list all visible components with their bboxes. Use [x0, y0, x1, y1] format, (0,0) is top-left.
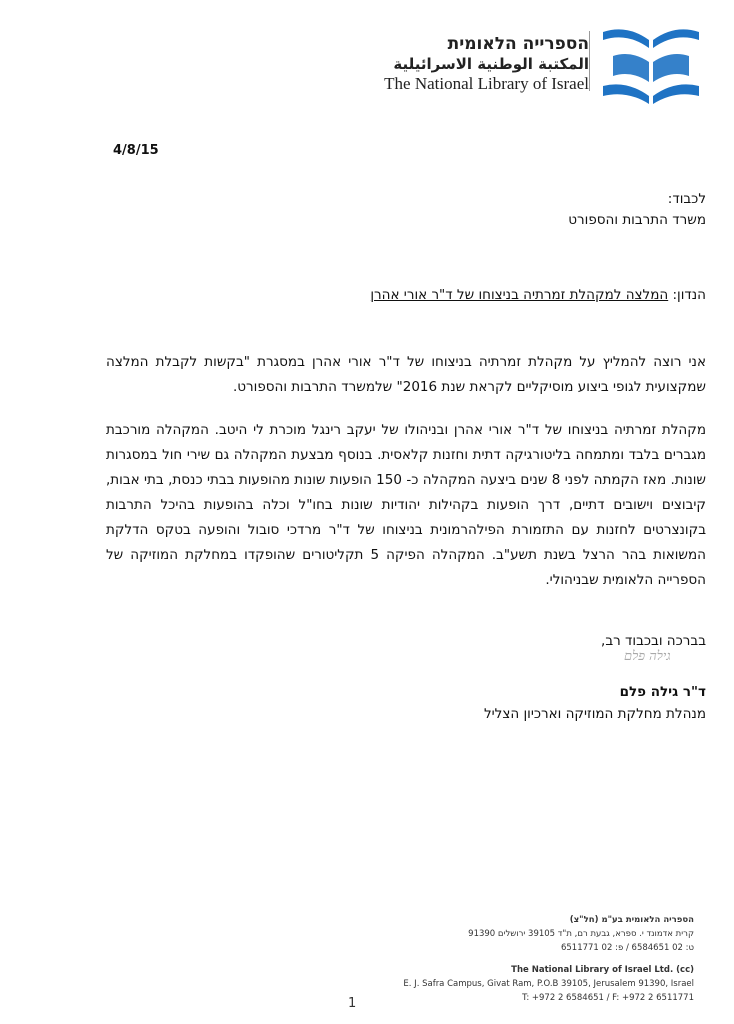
body-paragraph-1: אני רוצה להמליץ על מקהלת זמרתיה בניצוחו של ד"ר אורי אהרן במסגרת "בקשות לקבלת המלצה שמקצועית לגופי ביצוע מוסיקליים לקראת שנת 2016" שלמשרד התרבות והספורט.: [106, 354, 706, 395]
library-name-arabic: المكتبة الوطنية الاسرائيلية: [393, 55, 589, 73]
subject-line: [370, 285, 706, 305]
handwritten-signature: גילה פלם: [624, 649, 671, 664]
subject-text: המלצה למקהלת זמרתיה בניצוחו של ד"ר אורי אהרן: [370, 287, 669, 303]
letterhead-divider: [589, 31, 590, 91]
letter-date: 4/8/15: [113, 143, 159, 158]
footer-hebrew-name: הספריה הלאומית בע"מ (חל"צ): [569, 915, 694, 925]
page-number: 1: [348, 996, 357, 1011]
footer-english-name: The National Library of Israel Ltd. (cc): [511, 965, 694, 975]
letterhead-text: [329, 34, 589, 94]
footer-english-phone: T: +972 2 6584651 / F: +972 2 6511771: [522, 993, 694, 1003]
body-paragraph-2: מקהלת זמרתיה בניצוחו של ד"ר אורי אהרן ובניהולו של יעקב רינגל מוכרת לי היטב. המקהלה מורכבת מגברים בלבד ומתמחה בליטורגיקה דתית וחזנות קלאסית. בנוסף מבצעת המקהלה גם שירי חול במסגרות שונות. מאז הקמתה לפני 8 שנים ביצעה המקהלה כ- 150 הופעות שונות מהופעות בבתי כנסת, בתי אבות, קיבוצים וישובים דתיים, דרך הופעות בקהילות יהודיות שונות בחו"ל וכלה בהופעות בהיכל התרבות בקונצרטים לחזנות עם התזמורת הפילהרמונית בניצוחו של ד"ר מרדכי סובול והופעה בטקס הדלקת המשואות בהר הרצל בשנת תשע"ב. המקהלה הפיקה 5 תקליטורים שהופקדו במחלקת המוזיקה של הספרייה הלאומית שבניהולי.: [106, 422, 706, 588]
signer-name: ד"ר גילה פלם: [619, 684, 706, 700]
recipient-label: לכבוד:: [667, 191, 706, 207]
subject-label: הנדון:: [672, 287, 706, 303]
footer-hebrew-phone: ט: 02 6584651 / פ: 02 6511771: [560, 943, 694, 953]
library-name-hebrew: הספרייה הלאומית: [447, 34, 589, 54]
footer-english-address: E. J. Safra Campus, Givat Ram, P.O.B 39105, Jerusalem 91390, Israel: [403, 979, 694, 989]
library-name-english: The National Library of Israel: [384, 74, 589, 93]
signer-role: מנהלת מחלקת המוזיקה וארכיון הצליל: [483, 706, 706, 722]
closing-line: בברכה ובכבוד רב,: [601, 633, 706, 649]
recipient-name: משרד התרבות והספורט: [568, 212, 706, 228]
letterhead-footer: [354, 913, 694, 1005]
footer-hebrew-address: קרית אדמונד י. ספרא, גבעת רם, ת"ד 39105 ירושלים 91390: [468, 929, 694, 939]
open-book-logo-icon: [595, 24, 707, 108]
